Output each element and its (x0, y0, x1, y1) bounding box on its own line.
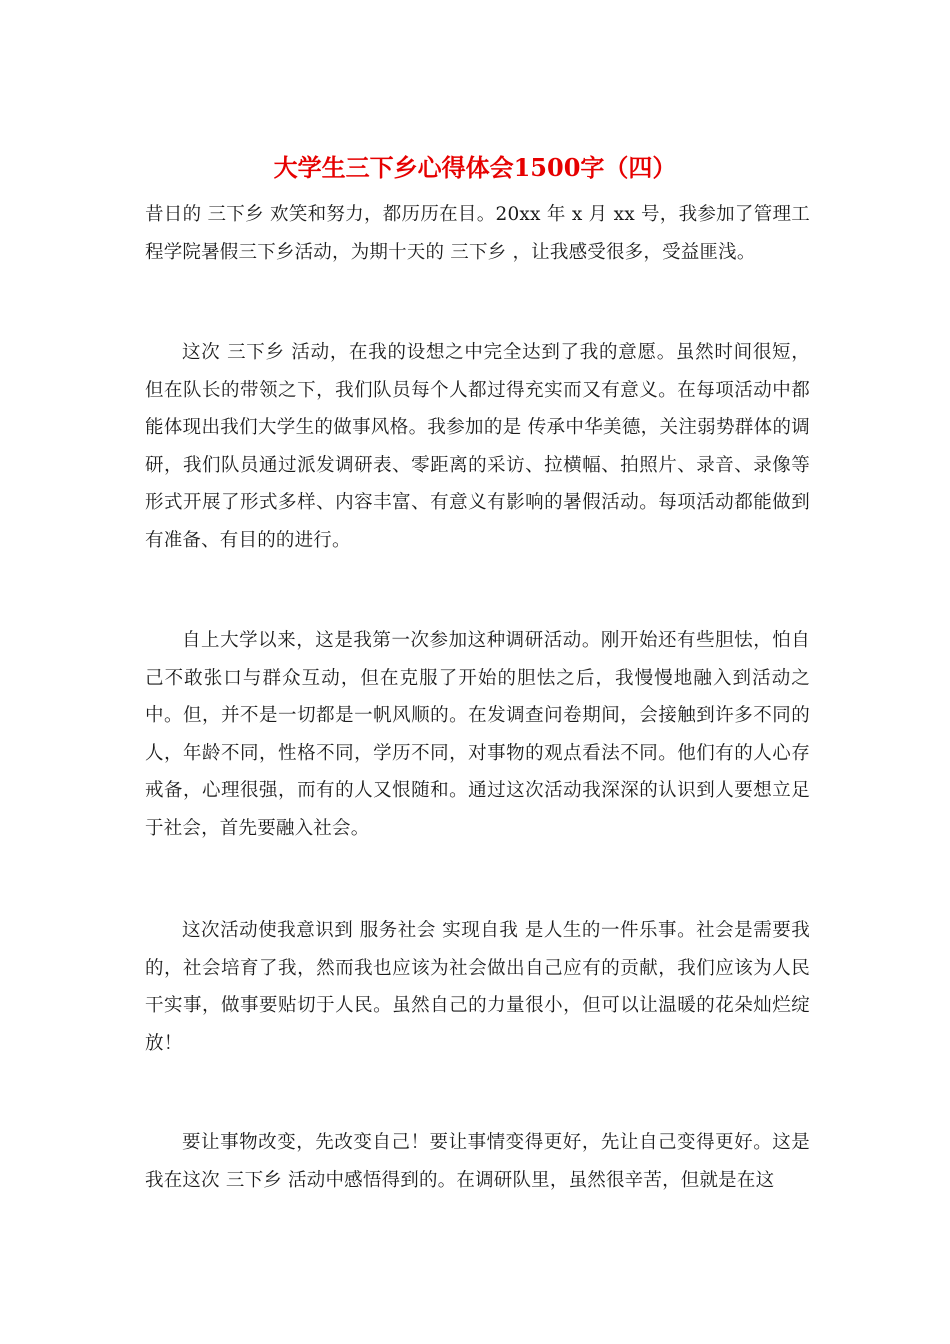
paragraph-1: 昔日的 三下乡 欢笑和努力，都历历在目。20xx 年 x 月 xx 号，我参加了管理工程学院暑假三下乡活动，为期十天的 三下乡 ，让我感受很多，受益匪浅。 (145, 204, 810, 263)
paragraph-5: 要让事物改变，先改变自己！要让事情变得更好，先让自己变得更好。这是我在这次 三下乡 活动中感悟得到的。在调研队里，虽然很辛苦，但就是在这 (145, 1132, 810, 1191)
paragraph-4: 这次活动使我意识到 服务社会 实现自我 是人生的一件乐事。社会是需要我的，社会培育了我，然而我也应该为社会做出自己应有的贡献，我们应该为人民干实事，做事要贴切于人民。虽然自己的力量很小，但可以让温暖的花朵灿烂绽放！ (145, 920, 810, 1054)
paragraph-2: 这次 三下乡 活动，在我的设想之中完全达到了我的意愿。虽然时间很短，但在队长的带领之下，我们队员每个人都过得充实而又有意义。在每项活动中都能体现出我们大学生的做事风格。我参加的是 传承中华美德，关注弱势群体的调研，我们队员通过派发调研表、零距离的采访、拉横幅、拍照片、录音、录像等形式开展了形式多样、内容丰富、有意义有影响的暑假活动。每项活动都能做到有准备、有目的的进行。 (145, 342, 810, 551)
document-title: 大学生三下乡心得体会1500字（四） (273, 153, 677, 182)
paragraph-3: 自上大学以来，这是我第一次参加这种调研活动。刚开始还有些胆怯，怕自己不敢张口与群众互动，但在克服了开始的胆怯之后，我慢慢地融入到活动之中。但，并不是一切都是一帆风顺的。在发调查问卷期间，会接触到许多不同的人，年龄不同，性格不同，学历不同，对事物的观点看法不同。他们有的人心存戒备，心理很强，而有的人又恨随和。通过这次活动我深深的认识到人要想立足于社会，首先要融入社会。 (145, 630, 810, 839)
